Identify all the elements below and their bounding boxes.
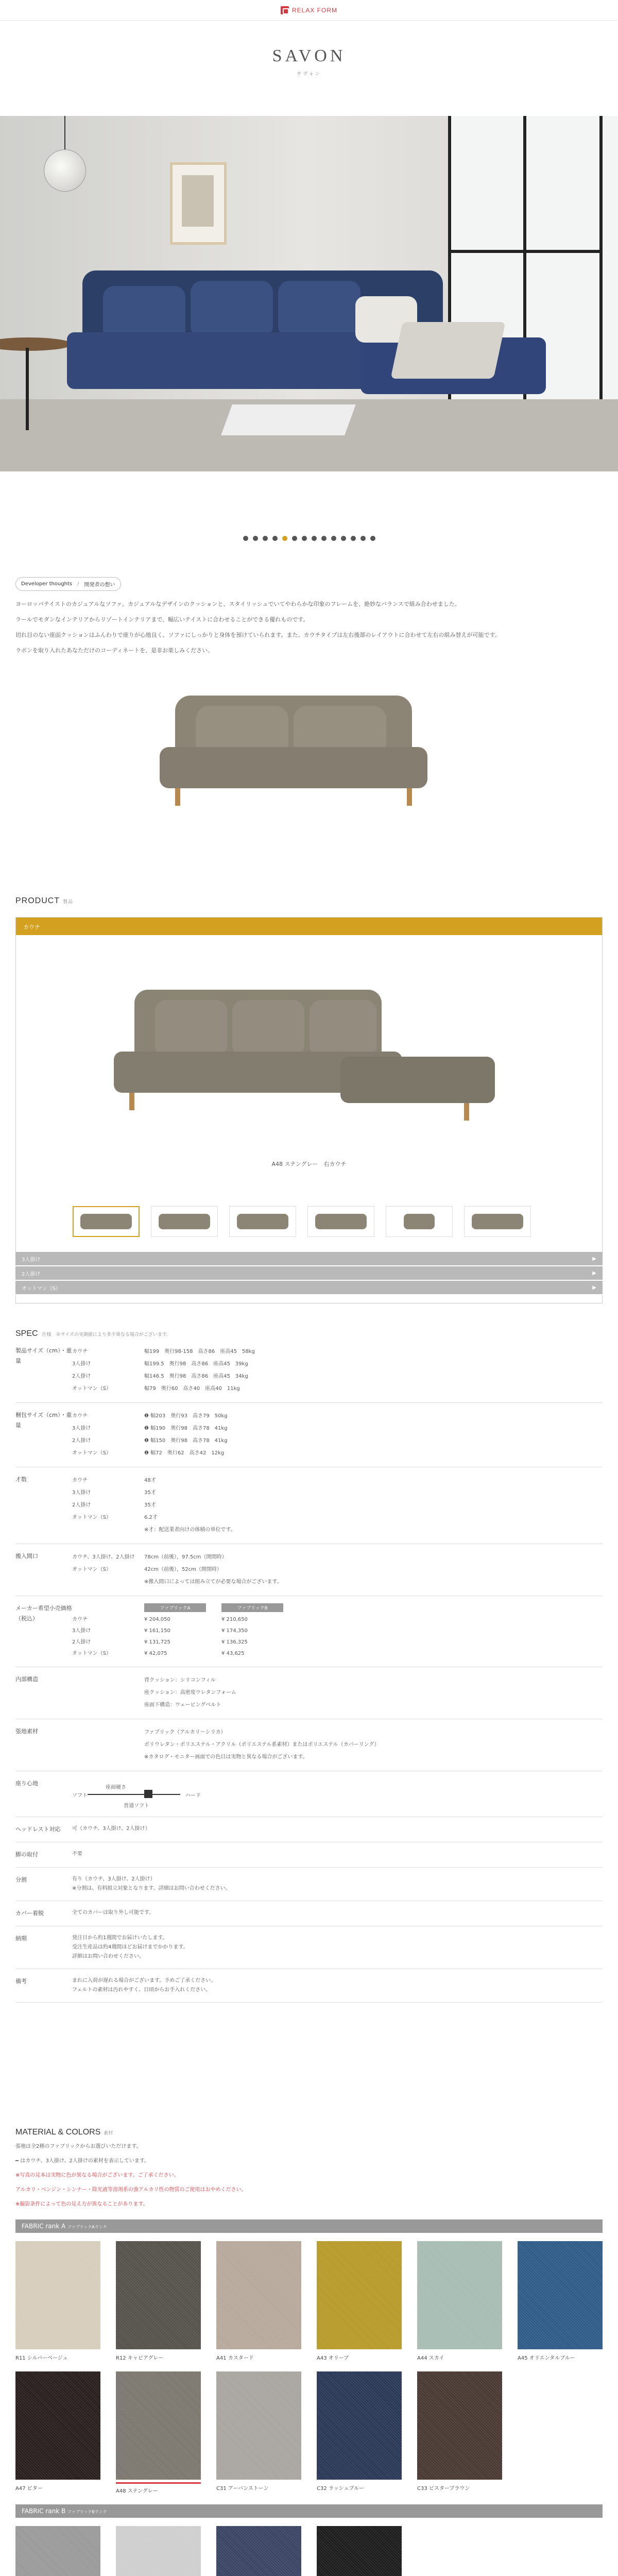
spec-item-key: オットマン（S） [72,1515,112,1520]
materials-warning-2: アルカリ・ベンジン・シンナー・除光液等溶剤系の強アルカリ性の物質のご使用はおやめください。 [15,2187,247,2193]
carousel-dot[interactable] [263,536,268,541]
spec-label: 製品サイズ（cm）・重量 [15,1347,72,1364]
price-a: ¥ 204,050 [144,1617,170,1622]
thoughts-text-4: ラボンを取り入れたあなただけのコーディネートを、是非お楽しみください。 [15,647,214,654]
spec-label: 張地素材 [15,1728,38,1735]
spec-label: 梱包サイズ（cm）・重量 [15,1412,72,1429]
spec-row [15,1817,603,1842]
spec-item-value: ポリウレタン・ポリエステル・アクリル（ポリエステル系素材）またはポリエステル（カバーリング） [144,1742,380,1748]
fabric-swatch-image [116,2526,201,2576]
price-b: ¥ 43,625 [221,1651,245,1656]
thumbnail[interactable] [464,1206,531,1237]
scale-marker [144,1790,152,1798]
spec-row [15,1719,603,1771]
spec-item [72,1699,603,1711]
product-title-block [0,46,618,77]
price-key: オットマン（S） [72,1651,112,1656]
spec-value [72,1726,603,1764]
fabric-rank-b-header [15,2504,603,2518]
spec-item-key: オットマン（S） [72,1567,112,1572]
spec-value: まれに入荷が遅れる場合がございます。予めご了承ください。 フェルトの素材は汚れやすく、日頃からお手入れください。 [72,1978,216,1993]
fabric-name: A45 オリエンタルブルー [518,2355,575,2361]
carousel-dot[interactable] [351,536,356,541]
spec-item-key: 3人掛け [72,1490,91,1496]
spec-item-value: 幅79 奥行60 高さ40 座高40 11kg [144,1386,240,1392]
thoughts-pill [15,577,121,591]
product-subtitle: サヴォン [297,72,321,77]
spec-item [72,1447,603,1460]
spec-item-value: ※才：配送業者向けの体積の単位です。 [144,1527,236,1533]
spec-title [15,1329,603,1338]
carousel-dots [0,536,618,541]
fabric-swatch-image [317,2371,402,2480]
thumbnail[interactable] [229,1206,296,1237]
spec-item [72,1487,603,1499]
fabric-name: C33 ビスターブラウン [417,2486,470,2492]
brand-name: RELAX FORM [291,6,337,14]
spec-item-value: ※搬入間口によっては組み立てが必要な場合がございます。 [144,1579,282,1585]
accordion-3seater[interactable] [15,1252,603,1266]
spec-item [72,1687,603,1699]
couch-image [104,969,516,1134]
spec-item-value: 幅199 奥行98-158 高さ86 座高45 58kg [144,1349,255,1354]
fabric-name: A44 スカイ [417,2355,444,2361]
developer-thoughts [15,577,603,656]
rank-b-sub: ファブリックBランク [67,2510,107,2514]
fabric-swatch-image [317,2526,402,2576]
thumbnail[interactable] [386,1206,453,1237]
spec-item-value: 78cm（前後），97.5cm（開閉時） [144,1554,227,1560]
materials-line-1: 張地は全2種のファブリックからお選びいただけます。 [15,2144,142,2149]
spec-item [72,1422,603,1435]
tab-couch[interactable]: カウチ [16,918,602,935]
spec-row [15,1868,603,1901]
fabric-swatch[interactable] [15,2241,100,2361]
spec-item-key: 3人掛け [72,1361,91,1367]
fabric-swatch[interactable] [317,2371,402,2494]
spec-item-value: 35才 [144,1502,156,1508]
spec-item [72,1726,603,1739]
top-header [0,0,618,21]
spec-value [72,1346,603,1395]
sofa-product-image [154,685,443,814]
spec-item-key: オットマン（S） [72,1450,112,1456]
spec-value [72,1410,603,1460]
product-accordion [15,1252,603,1295]
spec-item-key [72,1751,144,1764]
spec-label: 分割 [15,1876,27,1883]
spec-item-value: ❶ 幅72 奥行62 高さ42 12kg [144,1450,225,1456]
spec-row [15,1667,603,1719]
spec-item-key [72,1576,144,1588]
rank-a-sub: ファブリックAランク [67,2225,107,2229]
rank-b-title: FABRIC rank B [22,2507,66,2515]
pendant-lamp [44,149,86,192]
fabric-name: A41 カスタード [216,2355,254,2361]
spec-item-key: 2人掛け [72,1502,91,1508]
materials-title-ja: 素材 [104,2130,113,2136]
spec-item-key: 2人掛け [72,1374,91,1379]
fabric-swatch[interactable] [417,2241,502,2361]
fabric-swatch-image [216,2526,301,2576]
fabric-swatch[interactable] [116,2371,201,2494]
thoughts-text-1: ヨーロッパテイストのカジュアルなソファ。カジュアルなデザインのクッションと、スタイリッシュでいてやわらかな印象のフレームを、絶妙なバランスで組み合わせました。 [15,601,460,607]
spec-value: 有り（カウチ、3人掛け、2人掛け） ※分割は、有料組立対象となります。詳細はお問い合わせください。 [72,1876,231,1891]
spec-item-key: カウチ [72,1413,88,1419]
price-key: 2人掛け [72,1639,91,1645]
thumbnail[interactable] [151,1206,218,1237]
scale-bottom-label: 普通ソフト [124,1803,149,1809]
accordion-2seater[interactable] [15,1266,603,1281]
brand-logo[interactable] [281,6,337,14]
arrow-icon: ▶ [592,1256,596,1262]
fabric-swatch-image [317,2241,402,2349]
spec-value [72,1551,603,1588]
price-b: ¥ 136,325 [221,1639,248,1645]
carousel-dot[interactable] [302,536,307,541]
fabric-swatch-image [417,2241,502,2349]
scale-hard-label: ハード [185,1793,201,1799]
spec-item-key [72,1699,144,1711]
materials-title [15,2128,603,2137]
price-key: カウチ [72,1617,88,1622]
spec-item [72,1751,603,1764]
spec-item-value: ❶ 幅150 奥行98 高さ78 41kg [144,1438,228,1444]
wall-frame [170,162,227,245]
price-a: ¥ 42,075 [144,1651,167,1656]
spec-item-value: 座面下構造：ウェービングベルト [144,1702,221,1708]
carousel-dot[interactable] [370,536,375,541]
spec-label: カバー着脱 [15,1910,44,1917]
thumbnail[interactable] [73,1206,140,1237]
spec-item [72,1499,603,1512]
spec-item-value: ※カタログ・モニター画面での色目は実物と異なる場合がございます。 [144,1754,308,1760]
spec-value [72,1475,603,1536]
carousel-dot[interactable] [253,536,258,541]
price-row [72,1648,603,1659]
carousel-dot[interactable] [243,536,248,541]
spec-item-key [72,1687,144,1699]
price-row [72,1625,603,1637]
product-viewer [15,917,603,1303]
rank-a-title: FABRIC rank A [22,2223,66,2230]
spec-row [15,1467,603,1544]
thoughts-tab-ja[interactable]: 開発者の想い [84,582,115,588]
seat-firmness-scale [72,1778,603,1809]
carousel-dot[interactable] [282,536,287,541]
spec-item [72,1551,603,1564]
fabric-swatch[interactable] [317,2526,402,2576]
fabric-name: C32 ラッシュブルー [317,2486,365,2492]
fabric-swatch-image [15,2241,100,2349]
fabric-name: A47 ビター [15,2486,43,2492]
price-key: 3人掛け [72,1628,91,1634]
spec-note: 仕様 ※サイズの実測値により多少異なる場合がございます。 [42,1332,171,1337]
spec-section [15,1329,603,2003]
product-caption: A48 ステングレー 右カウチ [271,1161,347,1167]
fabric-name: A48 ステングレー [116,2482,201,2494]
hero-image [0,116,618,471]
materials-title-en: MATERIAL & COLORS [15,2128,101,2137]
fabric-swatch[interactable] [417,2371,502,2494]
spec-item-key: 2人掛け [72,1438,91,1444]
spec-item [72,1564,603,1576]
fabric-swatch[interactable] [216,2526,301,2576]
materials-section [15,2128,603,2576]
spec-row [15,1338,603,1403]
fabric-swatch-image [116,2241,201,2349]
materials-warning-1: ※写真の見本は実物に色が異なる場合がございます。ご了承ください。 [15,2173,179,2178]
spec-item-value: 幅146.5 奥行98 高さ86 座高45 34kg [144,1374,248,1379]
spec-label: 備考 [15,1978,27,1985]
product-title: SAVON [272,46,346,65]
price-a: ¥ 131,725 [144,1639,170,1645]
thoughts-tab-en[interactable]: Developer thoughts [21,581,73,587]
product-title-en: PRODUCT [15,896,60,905]
fabric-name: C31 アーバンストーン [216,2486,269,2492]
spec-item-key: 3人掛け [72,1426,91,1431]
spec-item-value: ❶ 幅190 奥行98 高さ78 41kg [144,1426,228,1431]
spec-item [72,1674,603,1687]
spec-label: メーカー希望小売価格（税込） [15,1605,72,1622]
fabric-rank-a-header [15,2219,603,2233]
spec-value: 可（カウチ、3人掛け、2人掛け） [72,1826,150,1832]
fabric-swatch[interactable] [518,2241,603,2361]
accordion-label: 2人掛け [22,1271,41,1277]
fabric-swatch-image [216,2241,301,2349]
fabric-swatch-image [216,2371,301,2480]
spec-item [72,1576,603,1588]
product-section-title [15,896,73,906]
fabric-swatch[interactable] [216,2241,301,2361]
fabric-swatch[interactable] [15,2371,100,2494]
spec-item [72,1435,603,1447]
spec-item [72,1358,603,1370]
logo-icon [281,6,289,14]
materials-line-2: ━ はカウチ、3人掛け、2人掛けの素材を表示しています。 [15,2158,150,2164]
spec-label: 納期 [15,1935,27,1942]
scale-top-label: 座面硬さ [106,1785,126,1790]
spec-label: 搬入間口 [15,1553,38,1560]
fabric-swatch[interactable] [116,2526,201,2576]
spec-row [15,1842,603,1868]
accordion-ottoman[interactable] [15,1281,603,1295]
materials-warning-3: ※撮影条件によって色の見え方が異なることがあります。 [15,2201,148,2207]
carousel-dot[interactable] [272,536,278,541]
fabric-name: A43 オリーブ [317,2355,349,2361]
spec-item [72,1383,603,1395]
spec-item-value: 座クッション：高密度ウレタンフォーム [144,1690,236,1696]
fabric-name: R11 シルバーベージュ [15,2355,68,2361]
price-row [72,1637,603,1648]
spec-row-price [15,1596,603,1667]
spec-item-value: 6.2才 [144,1515,158,1520]
spec-item-key: オットマン（S） [72,1386,112,1392]
carousel-dot[interactable] [360,536,366,541]
thumbnail-strip [73,1206,531,1237]
arrow-icon: ▶ [592,1270,596,1276]
spec-value [72,1674,603,1711]
spec-item-key [72,1674,144,1687]
spec-label: 内部構造 [15,1676,38,1683]
carousel-dot[interactable] [312,536,317,541]
spec-item-key [72,1726,144,1739]
spec-item-key: カウチ [72,1478,88,1483]
price-a: ¥ 161,150 [144,1628,170,1634]
spec-item-value: 35才 [144,1490,156,1496]
spec-label: 才数 [15,1476,27,1483]
fabric-swatch-image [15,2371,100,2480]
spec-item [72,1410,603,1422]
price-head-a: ファブリックA [144,1603,206,1612]
product-title-ja: 製品 [63,899,74,904]
spec-item [72,1512,603,1524]
spec-value: 不要 [72,1851,82,1857]
price-head-b: ファブリックB [221,1603,283,1612]
price-b: ¥ 174,350 [221,1628,248,1634]
fabric-swatch-image [417,2371,502,2480]
spec-value: 発注日から約1週間でお届けいたします。 受注生産品は約4週間ほどお届けまでかかります。 詳細はお問い合わせください。 [72,1935,188,1959]
fabric-swatch-image [15,2526,100,2576]
carousel-dot[interactable] [292,536,297,541]
thoughts-text-3: 切れ目のない座面クッションはふんわりで座りが心地良く、ソファにしっかりと身体を預けていられます。また、カウチタイプは左右後部のレイアウトに合わせて左右の組み替えが可能です。 [15,632,501,638]
spec-row [15,1926,603,1969]
fabric-swatch[interactable] [317,2241,402,2361]
spec-item-value: ❶ 幅203 奥行93 高さ79 50kg [144,1413,228,1419]
carousel-dot[interactable] [321,536,327,541]
spec-label: ヘッドレスト対応 [15,1826,61,1833]
spec-item-value: 42cm（前後），52cm（開閉時） [144,1567,222,1572]
accordion-label: オットマン（S） [22,1285,61,1292]
spec-item [72,1475,603,1487]
thoughts-sep: / [77,581,79,587]
spec-row [15,1969,603,2003]
spec-item-value: 幅199.5 奥行98 高さ86 座高45 39kg [144,1361,248,1367]
fabric-swatch[interactable] [15,2526,100,2576]
spec-item-key [72,1524,144,1536]
carousel-dot[interactable] [331,536,336,541]
spec-item-key: カウチ、3人掛け、2人掛け [72,1554,135,1560]
fabric-name: R12 キャビアグレー [116,2355,164,2361]
scale-soft-label: ソフト [72,1793,88,1799]
spec-item [72,1524,603,1536]
fabric-swatch-image [116,2371,201,2480]
fabric-swatch[interactable] [116,2241,201,2361]
price-row [72,1614,603,1625]
spec-item-value: 背クッション：シリコンフィル [144,1677,216,1683]
spec-item-key: カウチ [72,1349,88,1354]
carousel-dot[interactable] [341,536,346,541]
spec-item [72,1739,603,1751]
spec-row [15,1403,603,1467]
accordion-label: 3人掛け [22,1257,41,1263]
spec-item [72,1346,603,1358]
thumbnail[interactable] [307,1206,374,1237]
spec-item-key [72,1739,144,1751]
spec-value: 全てのカバーは取り外し可能です。 [72,1910,154,1916]
spec-item-value: ファブリック（アルカリ～シリカ） [144,1730,226,1735]
spec-item-value: 48才 [144,1478,156,1483]
spec-row [15,1901,603,1926]
fabric-swatch[interactable] [216,2371,301,2494]
fabric-swatch-image [518,2241,603,2349]
spec-row-seat [15,1771,603,1817]
spec-label: 座り心地 [15,1780,38,1787]
arrow-icon: ▶ [592,1284,596,1291]
spec-item [72,1370,603,1383]
thoughts-text-2: ラールでモダンなインテリアからリゾートインテリアまで、幅広いテイストに合わせることができる優れものです。 [15,616,309,623]
spec-row [15,1544,603,1596]
spec-title-en: SPEC [15,1329,38,1338]
spec-label: 脚の取付 [15,1851,38,1858]
price-b: ¥ 210,650 [221,1617,248,1622]
